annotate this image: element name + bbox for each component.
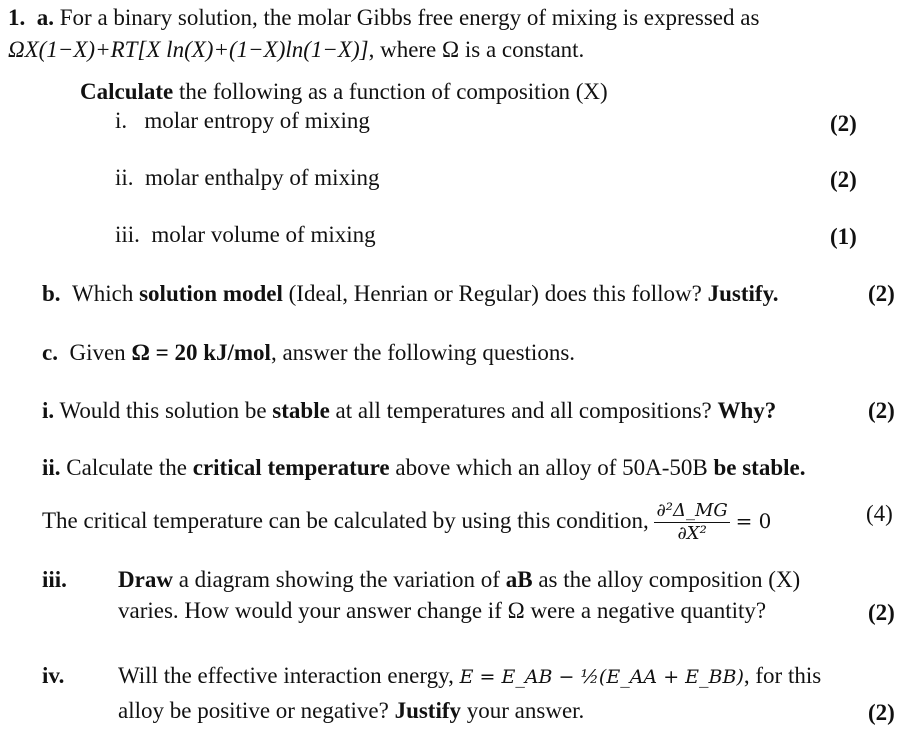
interaction-energy-equation: E = E_AB − ½(E_AA + E_BB) [459,666,744,688]
gibbs-formula: ΩX(1−X)+RT[X ln(X)+(1−X)ln(1−X)], where Ω is a constant. [8,37,585,62]
question-c-iii-line2: varies. How would your answer change if Ω were a negative quantity? [118,598,767,623]
marks: (2) [868,700,895,725]
marks: (1) [830,224,857,249]
question-c-iv-label: iv. [42,663,65,688]
question-c-iv: Will the effective interaction energy, E = E_AB − ½(E_AA + E_BB), for this [118,663,822,688]
marks: (2) [868,398,895,423]
formula: ΩX(1−X)+RT[X ln(X)+(1−X)ln(1−X)] [8,37,369,62]
question-b: b. Which solution model (Ideal, Henrian or Regular) does this follow? Justify. [42,281,779,306]
question-c-ii-condition: The critical temperature can be calculated by using this condition, $\frac{\text{∂²Δ\_MG}}{\text{∂X²}}$ = 0 [42,500,772,544]
question-1-a-intro: 1. a. For a binary solution, the molar Gibbs free energy of mixing is expressed as [8,5,760,30]
marks: (4) [866,501,893,526]
question-c-iii: Draw a diagram showing the variation of aB as the alloy composition (X) [118,567,801,592]
item-a-i: i. molar entropy of mixing [115,108,370,133]
marks: (2) [868,281,895,306]
question-c-iii-label: iii. [42,567,67,592]
question-c-ii: ii. Calculate the critical temperature above which an alloy of 50A-50B be stable. [42,455,806,480]
question-c-i: i. Would this solution be stable at all temperatures and all compositions? Why? [42,398,777,423]
marks: (2) [868,600,895,625]
second-derivative-fraction: $\frac{\text{∂²Δ\_MG}}{\text{∂X²}}$ [656,500,728,544]
marks: (2) [830,167,857,192]
item-a-iii: iii. molar volume of mixing [115,222,376,247]
question-c-iv-line2: alloy be positive or negative? Justify your answer. [118,698,585,723]
calculate-instruction: Calculate the following as a function of composition (X) [80,79,608,104]
item-a-ii: ii. molar enthalpy of mixing [115,165,380,190]
marks: (2) [830,111,857,136]
question-c: c. Given Ω = 20 kJ/mol, answer the following questions. [42,340,576,365]
